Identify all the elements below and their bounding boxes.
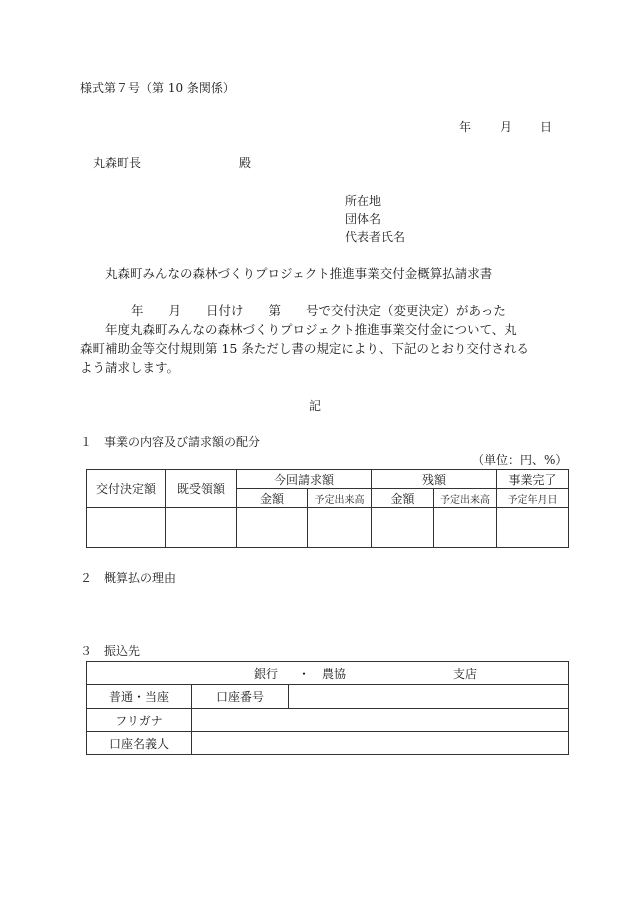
date-year: 年 (459, 120, 472, 134)
header-completion: 事業完了 (497, 470, 569, 489)
addressee-honorific: 殿 (239, 156, 252, 170)
furigana-field[interactable] (192, 709, 569, 732)
holder-field[interactable] (192, 732, 569, 755)
coop-label: 農協 (322, 667, 347, 681)
bank-separator: ・ (298, 667, 311, 681)
bank-table (86, 661, 569, 755)
intro-line-1: 年 月 日付け 第 号で交付決定（変更決定）があった (131, 303, 506, 318)
intro-line-2: 年度丸森町みんなの森林づくりプロジェクト推進事業交付金について、丸 (105, 322, 517, 337)
cell-remaining-planned[interactable] (434, 508, 497, 548)
header-current-amount: 金額 (237, 489, 308, 508)
cell-current-planned[interactable] (308, 508, 372, 548)
form-number: 様式第７号（第 10 条関係） (80, 81, 235, 95)
cell-received[interactable] (166, 508, 237, 548)
account-type: 普通・当座 (87, 685, 192, 709)
header-remaining: 残額 (372, 470, 497, 489)
header-received: 既受領額 (166, 470, 237, 508)
cell-decided[interactable] (87, 508, 166, 548)
ki-mark: 記 (309, 399, 322, 413)
applicant-organization: 団体名 (345, 212, 382, 226)
header-current: 今回請求額 (237, 470, 372, 489)
header-remaining-planned: 予定出来高 (434, 489, 497, 508)
intro-line-4: よう請求します。 (80, 360, 180, 375)
date-month: 月 (500, 120, 513, 134)
applicant-representative: 代表者氏名 (345, 230, 406, 244)
unit-label: （単位：円、%） (472, 453, 568, 467)
cell-current-amount[interactable] (237, 508, 308, 548)
holder-label: 口座名義人 (87, 732, 192, 755)
header-completion-date: 予定年月日 (497, 489, 569, 508)
furigana-label: フリガナ (87, 709, 192, 732)
section2-heading: ２ 概算払の理由 (80, 571, 177, 585)
account-number-field[interactable] (289, 685, 569, 709)
section3-heading: ３ 振込先 (80, 644, 141, 658)
addressee-title: 丸森町長 (93, 156, 142, 170)
branch-label: 支店 (453, 667, 478, 681)
bank-label: 銀行 (254, 667, 279, 681)
bank-row (87, 662, 569, 685)
allocation-table (86, 469, 569, 548)
header-decided: 交付決定額 (87, 470, 166, 508)
date-day: 日 (540, 120, 553, 134)
header-current-planned: 予定出来高 (308, 489, 372, 508)
cell-remaining-amount[interactable] (372, 508, 434, 548)
cell-completion-date[interactable] (497, 508, 569, 548)
section1-heading: １ 事業の内容及び請求額の配分 (80, 435, 261, 449)
header-remaining-amount: 金額 (372, 489, 434, 508)
applicant-address: 所在地 (345, 194, 382, 208)
intro-line-3: 森町補助金等交付規則第 15 条ただし書の規定により、下記のとおり交付される (80, 341, 529, 356)
document-title: 丸森町みんなの森林づくりプロジェクト推進事業交付金概算払請求書 (105, 266, 493, 281)
account-number-label: 口座番号 (192, 685, 289, 709)
